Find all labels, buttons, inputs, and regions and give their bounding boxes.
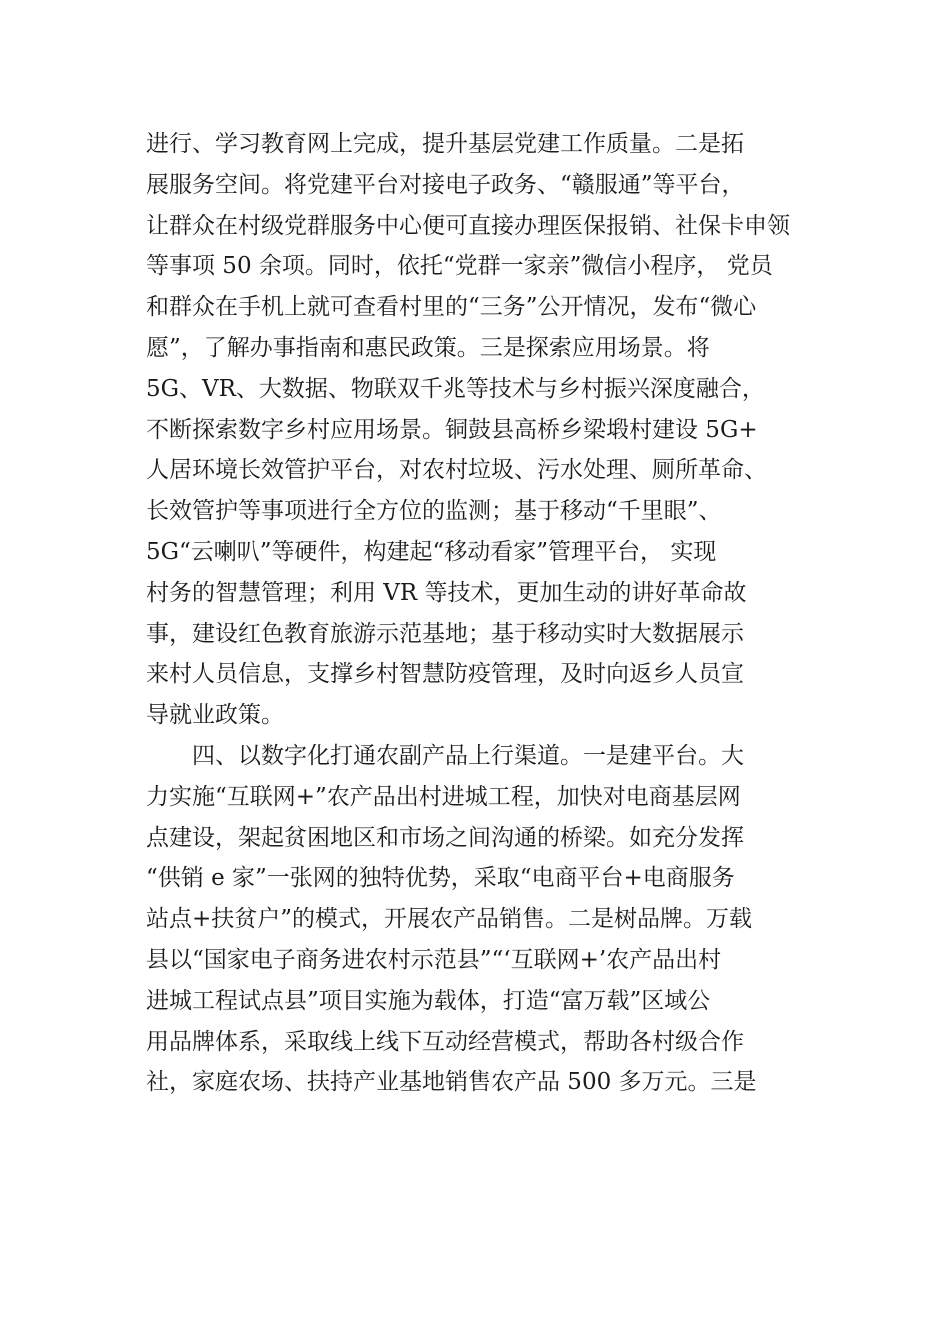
text-line: 5G、VR、大数据、物联双千兆等技术与乡村振兴深度融合， — [146, 375, 765, 402]
text-line: 等事项 50 余项。同时，依托“党群一家亲”微信小程序， 党员 — [146, 253, 773, 280]
text-line: 导就业政策。 — [146, 702, 284, 729]
text-line: 社，家庭农场、扶持产业基地销售农产品 500 多万元。三是 — [146, 1069, 757, 1096]
text-line: 进行、学习教育网上完成，提升基层党建工作质量。二是拓 — [146, 131, 744, 157]
text-line: 进城工程试点县”项目实施为载体，打造“富万载”区域公 — [146, 987, 711, 1014]
text-line: 村务的智慧管理；利用 VR 等技术，更加生动的讲好革命故 — [146, 579, 747, 606]
text-line: 不断探索数字乡村应用场景。铜鼓县高桥乡梁塅村建设 5G+ — [146, 416, 758, 443]
text-line: 点建设，架起贫困地区和市场之间沟通的桥梁。如充分发挥 — [146, 824, 744, 851]
text-line: 让群众在村级党群服务中心便可直接办理医保报销、社保卡申领 — [146, 212, 790, 239]
text-line: 用品牌体系，采取线上线下互动经营模式，帮助各村级合作 — [146, 1028, 744, 1055]
text-line: 长效管护等事项进行全方位的监测；基于移动“千里眼”、 — [146, 498, 722, 525]
text-line: “供销 e 家”一张网的独特优势，采取“电商平台+电商服务 — [146, 865, 735, 892]
text-line: 展服务空间。将党建平台对接电子政务、“赣服通”等平台， — [146, 171, 745, 198]
text-line: 人居环境长效管护平台，对农村垃圾、污水处理、厕所革命、 — [146, 457, 767, 484]
text-line: 来村人员信息，支撑乡村智慧防疫管理，及时向返乡人员宣 — [146, 661, 744, 688]
paragraph-heading-line: 四、以数字化打通农副产品上行渠道。一是建平台。大 — [192, 742, 744, 769]
text-line: 站点+扶贫户”的模式，开展农产品销售。二是树品牌。万载 — [146, 906, 753, 933]
text-line: 事，建设红色教育旅游示范基地；基于移动实时大数据展示 — [146, 620, 744, 647]
text-line: 5G“云喇叭”等硬件，构建起“移动看家”管理平台， 实现 — [146, 538, 717, 565]
text-line: 力实施“互联网+”农产品出村进城工程，加快对电商基层网 — [146, 783, 741, 810]
text-line: 和群众在手机上就可查看村里的“三务”公开情况，发布“微心 — [146, 294, 757, 321]
text-line: 愿”，了解办事指南和惠民政策。三是探索应用场景。将 — [146, 334, 710, 361]
text-line: 县以“国家电子商务进农村示范县”“‘互联网+’农产品出村 — [146, 946, 722, 973]
body-text — [146, 124, 826, 1103]
